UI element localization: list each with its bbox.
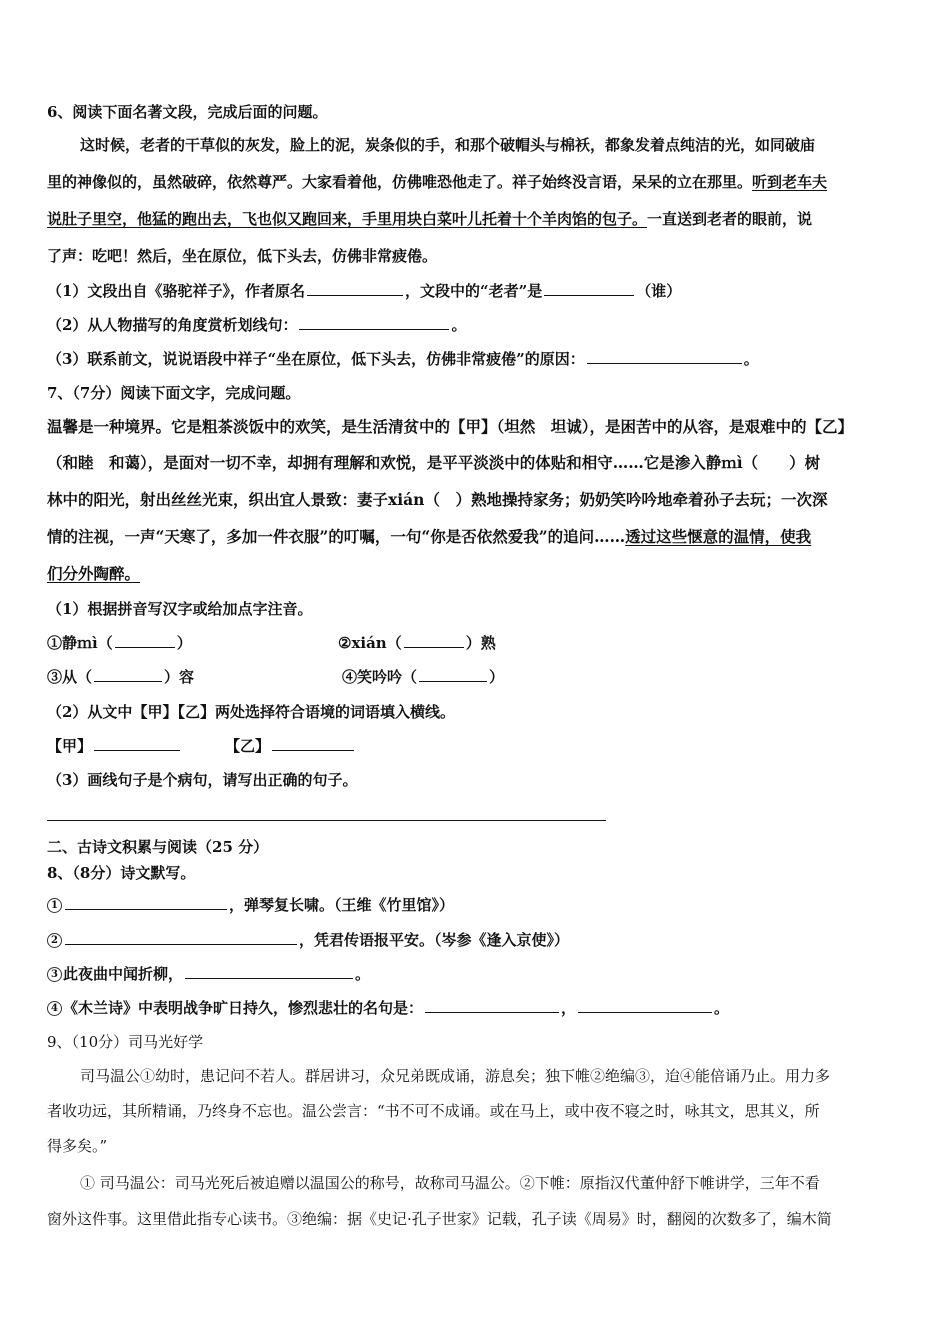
q7-passage-line-1: 温馨是一种境界。它是粗茶淡饭中的欢笑，是生活清贫中的【甲】（坦然 坦诚），是困苦中的从容，是艰难中的【乙】 <box>47 417 854 436</box>
q6-sub-3 <box>47 348 759 370</box>
q7-option-3-text: ③从（ <box>47 668 93 686</box>
q8-line-4 <box>47 997 729 1019</box>
q7-option-3-blank[interactable] <box>94 666 162 682</box>
q6-sub-2 <box>47 314 466 336</box>
q8-line-4-comma: ， <box>561 999 577 1017</box>
q6-passage-line-1: 这时候，老者的干草似的灰发，脸上的泥，炭条似的手，和那个破帽头与棉袄，都象发着点纯洁的光，如同破庙 <box>80 136 816 154</box>
q8-line-1 <box>47 894 454 916</box>
q7-answer-line[interactable] <box>47 820 606 821</box>
q6-elder-blank[interactable] <box>544 280 634 296</box>
q7-option-4-text: ④笑吟吟（ <box>342 668 418 686</box>
q7-option-1-close: ） <box>176 634 192 652</box>
q7-passage-line-4-text: 情的注视，一声“天寒了，多加一件衣服”的叮嘱，一句“你是否依然爱我”的追问…… <box>47 527 626 546</box>
q9-passage-line-1: 司马温公①幼时，患记问不若人。群居讲习，众兄弟既成诵，游息矣；独下帷②绝编③，迨④能倍诵乃止。用力多 <box>80 1067 831 1085</box>
q8-line-3 <box>47 963 370 985</box>
section-2-title: 二、古诗文积累与阅读（25 分） <box>47 838 269 856</box>
q8-line-2-blank[interactable] <box>65 929 297 945</box>
q8-number-3-icon: 3 <box>47 967 62 982</box>
q7-option-3 <box>47 666 194 688</box>
q9-note-line-1: ① 司马温公：司马光死后被追赠以温国公的称号，故称司马温公。②下帷：原指汉代董仲舒下帷讲学，三年不看 <box>80 1174 820 1192</box>
q7-option-2-text: ②xián（ <box>338 634 402 652</box>
q7-option-1-blank[interactable] <box>115 632 175 648</box>
q6-sub-3-end: 。 <box>743 350 759 368</box>
q7-sub-1: （1）根据拼音写汉字或给加点字注音。 <box>47 600 313 618</box>
q8-line-3-blank[interactable] <box>185 963 353 979</box>
q7-passage-line-4 <box>47 526 811 548</box>
q8-line-3-text: 此夜曲中闻折柳， <box>63 965 184 983</box>
q6-appreciation-blank[interactable] <box>299 314 449 330</box>
q8-title: 8、（8分）诗文默写。 <box>47 864 196 882</box>
q9-passage-line-3: 得多矣。” <box>47 1137 108 1155</box>
q7-passage-line-2: （和睦 和蔼），是面对一切不幸，却拥有理解和欢悦，是平平淡淡中的体贴和相守……它是渗入静ｍì（ ）树 <box>47 453 821 472</box>
q6-sub-2-end: 。 <box>451 316 467 334</box>
q7-underlined-sentence-end: 们分外陶醉。 <box>47 564 141 583</box>
q6-sub-1-text-c: （谁） <box>636 282 682 300</box>
q6-sub-1-text-a: （1）文段出自《骆驼祥子》，作者原名 <box>47 282 305 300</box>
q9-passage-line-2: 者收功远，其所精诵，乃终身不忘也。温公尝言：“书不可不成诵。或在马上，或中夜不寝之时，咏其文，思其义，所 <box>47 1102 820 1120</box>
q8-line-1-blank[interactable] <box>65 894 227 910</box>
q7-passage-line-3: 林中的阳光，射出丝丝光束，织出宜人景致：妻子xián（ ）熟地操持家务；奶奶笑吟吟地牵着孙子去玩；一次深 <box>47 490 828 509</box>
q7-option-1-text: ①静ｍì（ <box>47 634 113 652</box>
q6-sub-1-text-b: ，文段中的“老者”是 <box>404 282 543 300</box>
q7-sub-2: （2）从文中【甲】【乙】两处选择符合语境的词语填入横线。 <box>47 703 455 721</box>
q6-sub-3-text: （3）联系前文，说说语段中祥子“坐在原位，低下头去，仿佛非常疲倦”的原因： <box>47 350 585 368</box>
q7-sub-3: （3）画线句子是个病句，请写出正确的句子。 <box>47 771 358 789</box>
q7-option-4-close: ） <box>489 668 505 686</box>
q8-line-3-end: 。 <box>355 965 371 983</box>
q6-reason-blank[interactable] <box>587 348 742 364</box>
q7-jia-blank[interactable] <box>94 735 180 751</box>
q6-passage-line-3 <box>47 208 812 230</box>
q8-line-2 <box>47 929 569 951</box>
q6-author-blank[interactable] <box>307 280 403 296</box>
q7-yi <box>225 735 356 757</box>
q6-passage-line-3-text: 一直送到老者的眼前，说 <box>647 210 813 228</box>
q7-option-4-blank[interactable] <box>419 666 487 682</box>
q9-note-line-2: 窗外这件事。这里借此指专心读书。③绝编：据《史记·孔子世家》记载，孔子读《周易》时，翻阅的次数多了，编木简 <box>47 1210 832 1228</box>
q8-number-1-icon: 1 <box>47 898 62 913</box>
q7-underlined-sentence-start: 透过这些惬意的温情，使我 <box>625 527 812 546</box>
q6-sub-1 <box>47 280 681 302</box>
q6-passage-line-2-text: 里的神像似的，虽然破碎，依然尊严。大家看着他，仿佛唯恐他走了。祥子始终没言语，呆呆的立在那里。 <box>47 173 753 191</box>
q6-passage-line-4: 了声：吃吧！然后，坐在原位，低下头去，仿佛非常疲倦。 <box>47 247 438 265</box>
q8-line-1-text: ，弹琴复长啸。（王维《竹里馆》） <box>229 896 455 914</box>
q9-title: 9、（10分）司马光好学 <box>47 1033 204 1051</box>
q8-number-4-icon: 4 <box>47 1001 62 1016</box>
q8-line-4-blank-b[interactable] <box>578 997 712 1013</box>
q8-number-2-icon: 2 <box>47 933 62 948</box>
q8-line-4-end: 。 <box>714 999 730 1017</box>
q8-line-4-text: 《木兰诗》中表明战争旷日持久，惨烈悲壮的名句是： <box>63 999 424 1017</box>
q6-title: 6、阅读下面名著文段，完成后面的问题。 <box>47 103 328 121</box>
q7-option-2 <box>338 632 496 654</box>
q6-sub-2-text: （2）从人物描写的角度赏析划线句： <box>47 316 298 334</box>
q6-underlined-sentence-start: 听到老车夫 <box>752 173 828 191</box>
q7-option-2-blank[interactable] <box>404 632 464 648</box>
q8-line-4-blank-a[interactable] <box>425 997 559 1013</box>
q7-jia-label: 【甲】 <box>47 737 93 755</box>
q6-passage-line-2 <box>47 171 827 193</box>
q7-option-1 <box>47 632 192 654</box>
q8-line-2-text: ，凭君传语报平安。（岑参《逢入京使》） <box>299 931 570 949</box>
q7-option-3-close: ）容 <box>164 668 195 686</box>
q7-option-4 <box>342 666 504 688</box>
q7-option-2-close: ）熟 <box>465 634 496 652</box>
q7-yi-label: 【乙】 <box>225 737 271 755</box>
q6-underlined-sentence: 说肚子里空，他猛的跑出去，飞也似又跑回来，手里用块白菜叶儿托着十个羊肉馅的包子。 <box>47 210 648 228</box>
q7-title: 7、（7分）阅读下面文字，完成问题。 <box>47 384 301 402</box>
q7-yi-blank[interactable] <box>272 735 354 751</box>
q7-jia <box>47 735 182 757</box>
